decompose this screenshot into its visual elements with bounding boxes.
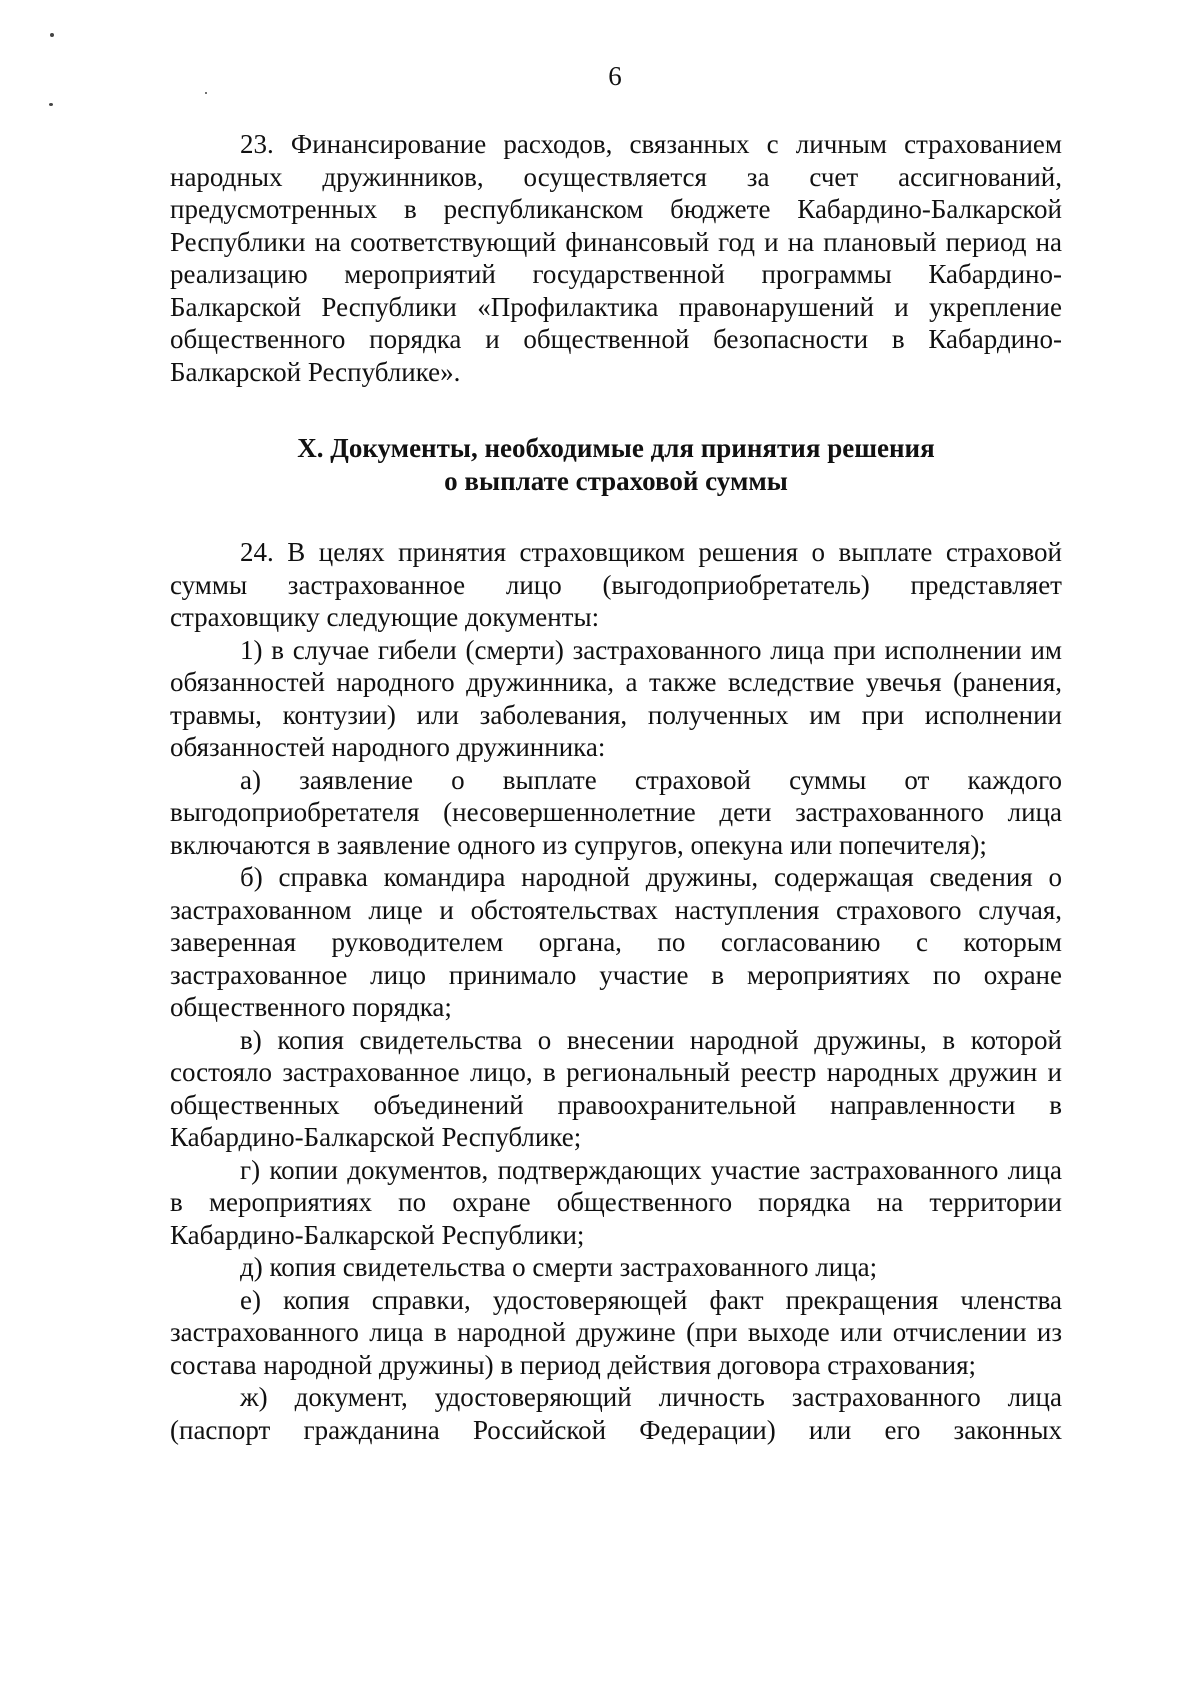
- list-item: г) копии документов, подтверждающих участие застрахованного лица в мероприятиях по охране общественного порядка на территории Кабардино-Балкарской Республики;: [170, 1154, 1062, 1250]
- list-item: е) копия справки, удостоверяющей факт прекращения членства застрахованного лица в народной дружине (при выходе или отчислении из состава народной дружины) в период действия договора страхования;: [170, 1284, 1062, 1380]
- document-body: [170, 128, 1062, 1446]
- list-item: ж) документ, удостоверяющий личность застрахованного лица (паспорт гражданина Российской Федерации) или его законных: [170, 1382, 1062, 1445]
- list-item: б) справка командира народной дружины, содержащая сведения о застрахованном лице и обстоятельствах наступления страхового случая, заверенная руководителем органа, по согласованию с которым застрахованное лицо принимало участие в мероприятиях по охране общественного порядка;: [170, 862, 1062, 1022]
- section-title-line: X. Документы, необходимые для принятия решения: [297, 433, 935, 463]
- paragraph: 24. В целях принятия страховщиком решения о выплате страховой суммы застрахованное лицо (выгодоприобретатель) представляет страховщику следующие документы:: [170, 537, 1062, 632]
- section-heading: [170, 432, 1062, 497]
- list-item: 1) в случае гибели (смерти) застрахованного лица при исполнении им обязанностей народного дружинника, а также вследствие увечья (ранения, травмы, контузии) или заболевания, полученных им при исполнении обязанностей народного дружинника:: [170, 634, 1062, 762]
- paragraph: 23. Финансирование расходов, связанных с личным страхованием народных дружинников, осуществляется за счет ассигнований, предусмотренных в республиканском бюджете Кабардино-Балкарской Республики на соответствующий финансовый год и на плановый период на реализацию мероприятий государственной программы Кабардино-Балкарской Республики «Профилактика правонарушений и укрепление общественного порядка и общественной безопасности в Кабардино-Балкарской Республике».: [170, 129, 1062, 387]
- page-number: 6: [608, 61, 622, 91]
- list-item: в) копия свидетельства о внесении народной дружины, в которой состояло застрахованное лицо, в региональный реестр народных дружин и общественных объединений правоохранительной направленности в Кабардино-Балкарской Республике;: [170, 1024, 1062, 1152]
- scan-speck: [50, 33, 54, 37]
- section-title-line: о выплате страховой суммы: [444, 465, 788, 496]
- scan-speck: [49, 103, 53, 106]
- scan-speck: [205, 92, 207, 94]
- list-item: а) заявление о выплате страховой суммы от каждого выгодоприобретателя (несовершеннолетние дети застрахованного лица включаются в заявление одного из супругов, опекуна или попечителя);: [170, 764, 1062, 860]
- list-item: д) копия свидетельства о смерти застрахованного лица;: [240, 1252, 878, 1282]
